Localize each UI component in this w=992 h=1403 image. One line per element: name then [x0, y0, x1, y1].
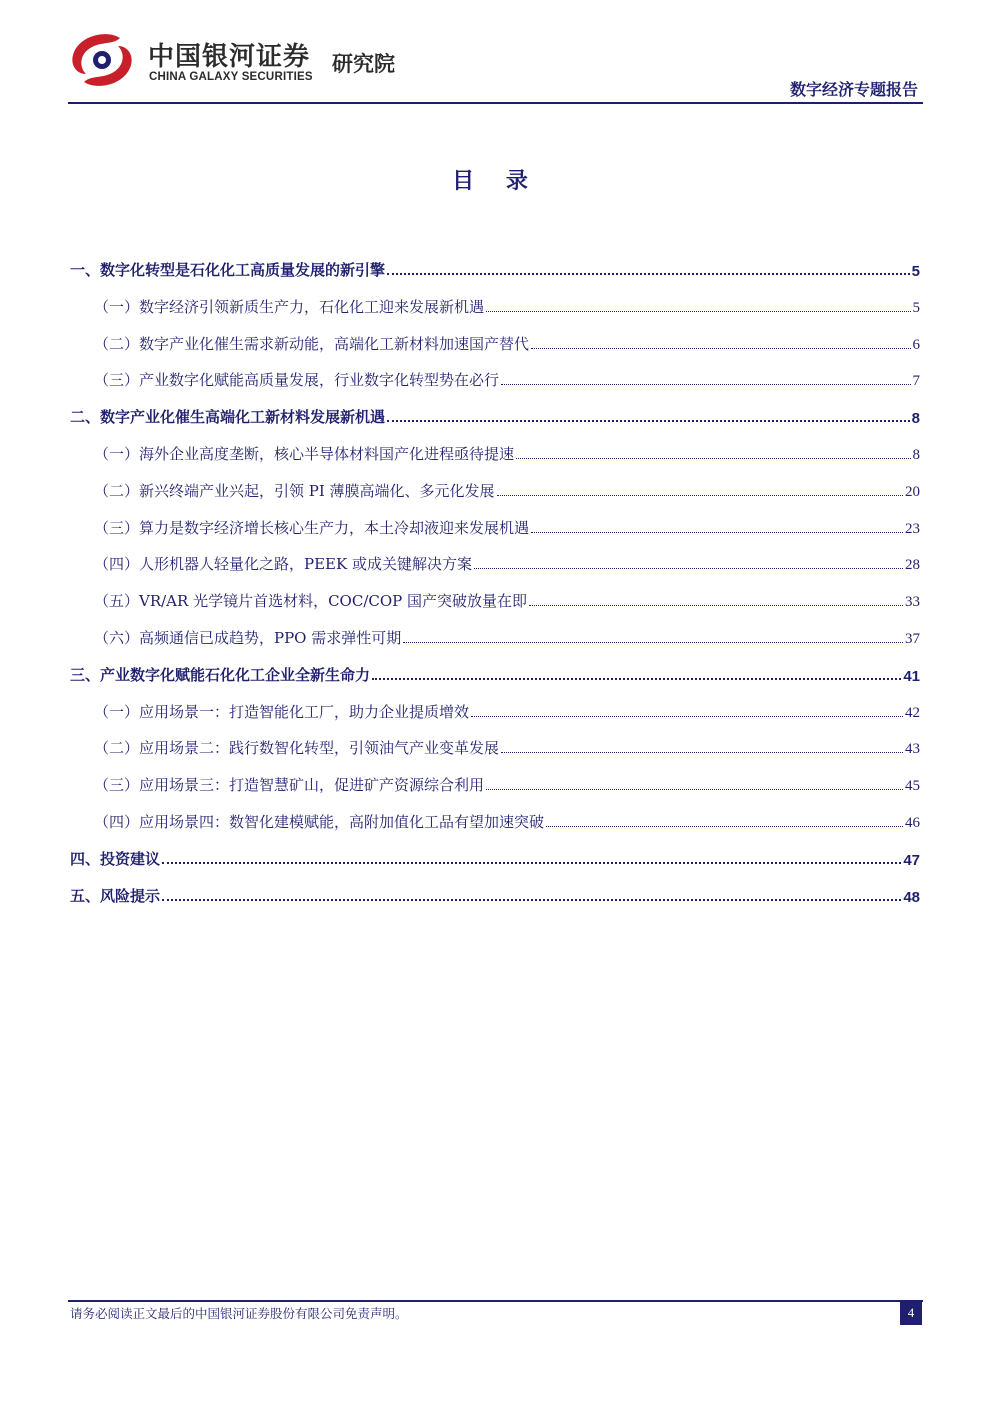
- toc-leader-dots: [471, 716, 903, 717]
- toc-subsection-entry[interactable]: [70, 291, 920, 317]
- toc-leader-dots: [546, 826, 903, 827]
- toc-subsection-entry[interactable]: [70, 512, 920, 538]
- toc-leader-dots: [501, 752, 903, 753]
- toc-entry-page: 23: [905, 520, 920, 537]
- toc-subsection-entry[interactable]: [70, 585, 920, 611]
- toc-leader-dots: [162, 862, 901, 864]
- toc-entry-title: 四、投资建议: [70, 849, 161, 868]
- toc-entry-page: 47: [903, 851, 920, 869]
- toc-subsection-entry[interactable]: [70, 769, 920, 795]
- toc-leader-dots: [497, 495, 903, 496]
- toc-entry-title: （六）高频通信已成趋势，PPO 需求弹性可期: [94, 629, 402, 647]
- toc-subsection-entry[interactable]: [70, 364, 920, 390]
- header-divider: [68, 102, 923, 104]
- toc-section-entry[interactable]: [70, 843, 920, 869]
- toc-entry-title: （一）应用场景一：打造智能化工厂，助力企业提质增效: [94, 702, 470, 721]
- toc-entry-page: 8: [912, 447, 920, 463]
- toc-subsection-entry[interactable]: [70, 548, 920, 574]
- toc-entry-page: 5: [912, 299, 920, 316]
- toc-subsection-entry[interactable]: [70, 732, 920, 758]
- galaxy-logo-icon: [68, 30, 136, 90]
- toc-entry-title: （一）海外企业高度垄断，核心半导体材料国产化进程亟待提速: [94, 445, 515, 463]
- page-number-badge: 4: [900, 1301, 922, 1325]
- toc-entry-page: 37: [905, 631, 920, 647]
- toc-entry-page: 20: [905, 483, 920, 500]
- toc-entry-page: 28: [905, 557, 920, 574]
- brand-name-en: CHINA GALAXY SECURITIES: [149, 71, 313, 83]
- toc-entry-page: 5: [911, 263, 920, 280]
- toc-entry-page: 33: [905, 594, 920, 611]
- toc-entry-title: （四）人形机器人轻量化之路，PEEK 或成关键解决方案: [94, 555, 472, 574]
- footer-divider: [68, 1300, 923, 1302]
- toc-subsection-entry[interactable]: [70, 475, 920, 501]
- toc-subsection-entry[interactable]: [70, 328, 920, 354]
- toc-entry-title: （二）新兴终端产业兴起，引领 PI 薄膜高端化、多元化发展: [94, 481, 495, 500]
- toc-leader-dots: [372, 678, 901, 680]
- toc-section-entry[interactable]: [70, 254, 920, 280]
- toc-leader-dots: [531, 532, 903, 533]
- toc-leader-dots: [162, 899, 901, 901]
- toc-entry-page: 48: [903, 888, 920, 906]
- toc-subsection-entry[interactable]: [70, 806, 920, 832]
- toc-entry-title: 五、风险提示: [70, 886, 161, 905]
- toc-entry-title: （一）数字经济引领新质生产力，石化化工迎来发展新机遇: [94, 297, 485, 316]
- footer-disclaimer: 请务必阅读正文最后的中国银河证券股份有限公司免责声明。: [70, 1306, 408, 1321]
- toc-leader-dots: [516, 458, 910, 459]
- toc-title: 目 录: [452, 169, 540, 194]
- toc-leader-dots: [474, 568, 903, 569]
- toc-entry-page: 46: [905, 815, 920, 831]
- toc-section-entry[interactable]: [70, 401, 920, 427]
- page-header: [0, 0, 992, 110]
- toc-entry-title: 二、数字产业化催生高端化工新材料发展新机遇: [70, 408, 386, 427]
- toc-entry-page: 42: [905, 704, 920, 721]
- toc-entry-title: （五）VR/AR 光学镜片首选材料，COC/COP 国产突破放量在即: [94, 592, 528, 611]
- toc-leader-dots: [387, 420, 910, 422]
- toc-leader-dots: [486, 311, 910, 312]
- toc-entry-title: （三）应用场景三：打造智慧矿山，促进矿产资源综合利用: [94, 776, 485, 795]
- toc-leader-dots: [403, 642, 903, 643]
- toc-entry-title: （三）算力是数字经济增长核心生产力，本土冷却液迎来发展机遇: [94, 518, 530, 537]
- toc-section-entry[interactable]: [70, 659, 920, 685]
- toc-leader-dots: [387, 273, 910, 275]
- toc-leader-dots: [531, 348, 910, 349]
- report-type-label: 数字经济专题报告: [789, 80, 918, 99]
- toc-entry-title: （二）数字产业化催生需求新动能，高端化工新材料加速国产替代: [94, 334, 530, 353]
- toc-entry-title: （四）应用场景四：数智化建模赋能，高附加值化工品有望加速突破: [94, 813, 545, 831]
- toc-entry-page: 43: [905, 741, 920, 758]
- toc-subsection-entry[interactable]: [70, 696, 920, 722]
- toc-leader-dots: [529, 605, 903, 606]
- toc-entry-page: 6: [912, 336, 920, 353]
- toc-subsection-entry[interactable]: [70, 438, 920, 464]
- brand-institute: 研究院: [332, 52, 395, 76]
- toc-entry-page: 8: [911, 410, 920, 428]
- toc-leader-dots: [486, 789, 903, 790]
- toc-entry-page: 41: [903, 667, 920, 685]
- toc-entry-page: 45: [905, 778, 920, 795]
- brand-name-cn: 中国银河证券: [148, 42, 311, 72]
- toc-entry-title: 一、数字化转型是石化化工高质量发展的新引擎: [70, 261, 386, 279]
- toc-subsection-entry[interactable]: [70, 622, 920, 648]
- toc-entry-page: 7: [912, 373, 920, 390]
- toc-entry-title: 三、产业数字化赋能石化化工企业全新生命力: [70, 665, 371, 684]
- toc-leader-dots: [501, 384, 910, 385]
- toc-section-entry[interactable]: [70, 880, 920, 906]
- toc-entry-title: （三）产业数字化赋能高质量发展，行业数字化转型势在必行: [94, 371, 500, 390]
- toc-entry-title: （二）应用场景二：践行数智化转型，引领油气产业变革发展: [94, 739, 500, 758]
